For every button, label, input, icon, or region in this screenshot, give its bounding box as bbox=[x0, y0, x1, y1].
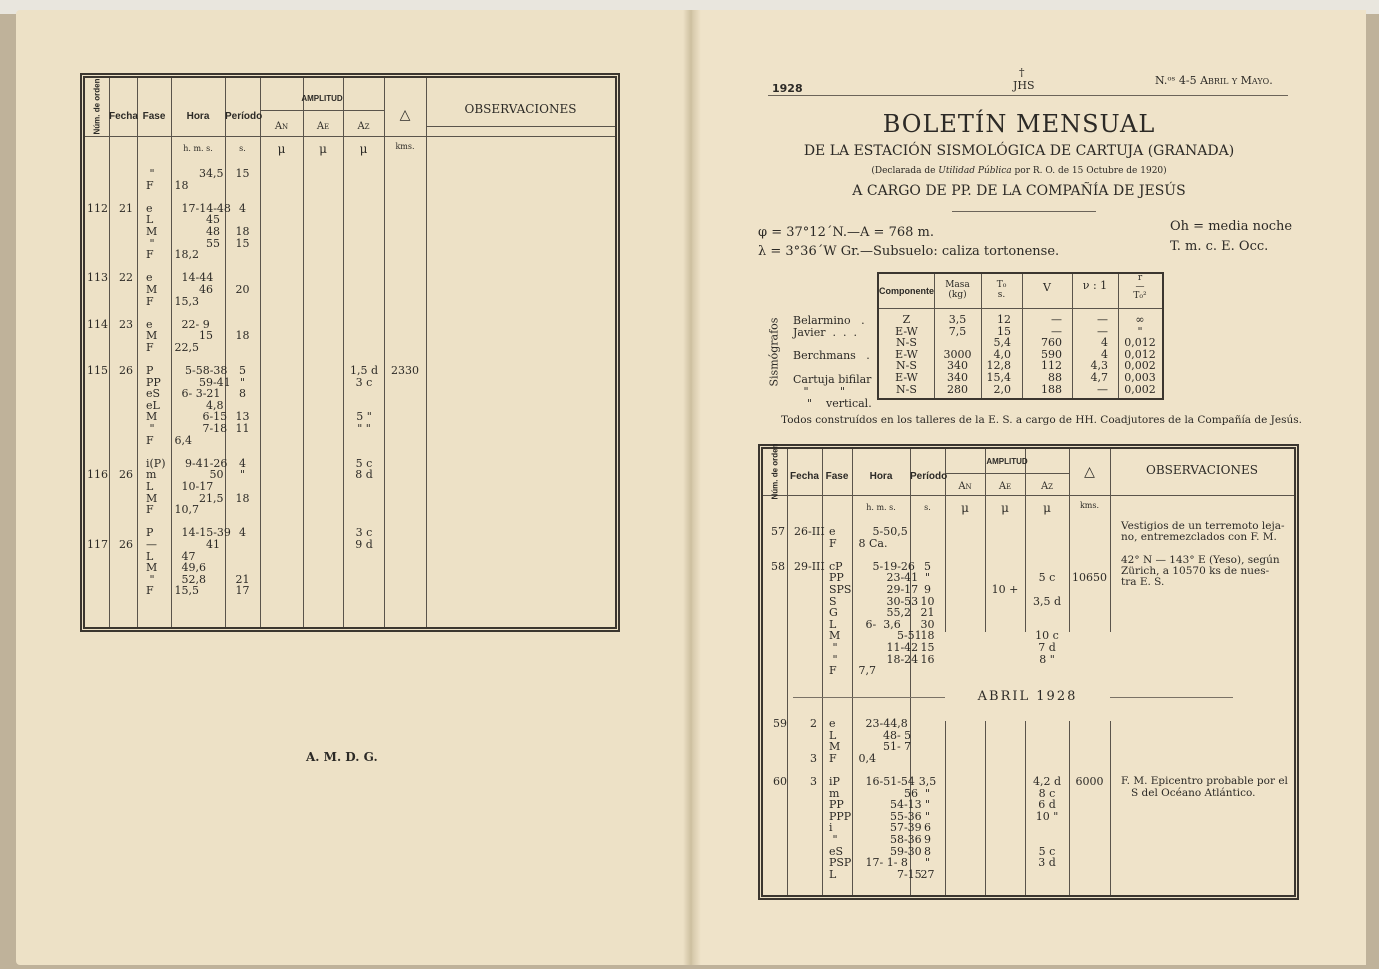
r-header-hora: Hora bbox=[869, 471, 893, 482]
b2-fecha: 2 3 3 bbox=[810, 717, 817, 788]
r-header-periodo: Período bbox=[910, 471, 948, 482]
decree-pre: (Declarada de bbox=[871, 166, 939, 176]
b2-fase: e L M F iP m PP PPP i " eS PSP L bbox=[829, 717, 852, 881]
b1-num: 57 58 bbox=[771, 525, 785, 573]
b1-periodo: 5 " 9 10 21 30 18 15 16 bbox=[920, 559, 935, 666]
instr-col-r: ∞ " 0,012 0,012 0,002 0,003 0,002 bbox=[1124, 313, 1156, 396]
instr-col-ratio: — — 4 4 4,3 4,7 — bbox=[1090, 313, 1108, 396]
r-header-fase: Fase bbox=[825, 471, 849, 482]
right-seismic-table bbox=[761, 443, 1296, 897]
b2-periodo: 3,5 " " " 6 9 8 " 27 bbox=[918, 774, 937, 881]
issue-number: N.ᵒˢ 4-5 Abril y Mayo. bbox=[1155, 74, 1273, 87]
header-periodo: Período bbox=[225, 111, 263, 122]
charge-line: A CARGO DE PP. DE LA COMPAÑÍA DE JESÚS bbox=[852, 183, 1186, 199]
instr-header-mass: Masa (kg) bbox=[945, 280, 970, 300]
unit-periodo: s. bbox=[239, 144, 246, 153]
bulletin-year: 1928 bbox=[772, 82, 803, 95]
instr-col-component: Z E-W N-S E-W N-S E-W N-S bbox=[895, 313, 918, 396]
r-header-ae: Ae bbox=[998, 481, 1012, 492]
amdg-motto: A. M. D. G. bbox=[306, 750, 378, 764]
r-header-num-orden: Núm. de orden bbox=[770, 443, 780, 500]
header-delta: △ bbox=[399, 106, 411, 122]
column-fase: " F e L M " F e M F e M F P PP eS eL M " F i(P) m L M F P — L M " F bbox=[146, 167, 166, 598]
b1-delta: 10650 bbox=[1072, 571, 1107, 585]
header-fecha: Fecha bbox=[109, 111, 138, 122]
construction-note: Todos construídos en los talleres de la E. S. a cargo de HH. Coadjutores de la Compañía de Jesús. bbox=[781, 414, 1302, 426]
header-an: An bbox=[274, 121, 289, 132]
left-seismic-table bbox=[83, 76, 617, 629]
masthead-rule bbox=[768, 95, 1288, 96]
cross-symbol: † bbox=[1019, 66, 1025, 79]
decree-note bbox=[760, 166, 1278, 176]
b2-delta: 6000 bbox=[1075, 774, 1104, 788]
b1-fase: e F cP PP SPS S G L M " " F bbox=[829, 525, 852, 678]
instrument-table bbox=[877, 272, 1164, 400]
header-observaciones: OBSERVACIONES bbox=[464, 102, 577, 116]
book-gutter bbox=[683, 10, 701, 965]
instr-col-mass: 3,5 7,5 3000 340 340 280 bbox=[943, 313, 972, 396]
header-fase: Fase bbox=[142, 111, 166, 122]
b2-az: 4,2 d 8 c 6 d 10 " 5 c 3 d bbox=[1032, 774, 1062, 870]
r-header-az: Az bbox=[1040, 481, 1054, 492]
instrument-names: Belarmino . Javier . . . Berchmans . Cartuja bifilar " " " vertical. bbox=[793, 314, 872, 410]
column-hora: 34,5 18 17-14-48 45 48 55 18,2 14-44 46 15,3 22- 9 15 22,5 5-58-38 59-41 6- 3-21 4,8 6-15 7-18 6,4 9-41-26 50 10-17 21,5 10,7 14-15-39 41 47 49,6 52,8 15,5 bbox=[174, 167, 231, 598]
r-unit-periodo: s. bbox=[924, 503, 931, 512]
header-az: Az bbox=[357, 121, 370, 132]
r-unit-az: μ bbox=[1043, 501, 1051, 515]
header-num-orden: Núm. de orden bbox=[92, 78, 102, 135]
column-fecha: 21 22 23 26 26 26 bbox=[119, 201, 133, 551]
bulletin-subtitle: DE LA ESTACIÓN SISMOLÓGICA DE CARTUJA (GRANADA) bbox=[803, 143, 1235, 159]
instr-header-ratio: ν : 1 bbox=[1082, 279, 1108, 292]
unit-ae: μ bbox=[319, 142, 327, 156]
column-num-orden: 112 113 114 115 116 117 bbox=[87, 201, 108, 551]
time-note-1: Oh = media noche bbox=[1170, 219, 1293, 234]
instr-col-period: 12 15 5,4 4,0 12,8 15,4 2,0 bbox=[986, 313, 1011, 396]
b2-observaciones: F. M. Epicentro probable por el S del Océano Atlántico. bbox=[1121, 774, 1288, 799]
unit-az: μ bbox=[359, 142, 368, 156]
b1-hora: 5-50,5 8 Ca. 5-19-26 23-41 29-17 30-53 55,2 6- 3,6 5-51 11-42 18-24 7,7 bbox=[858, 525, 922, 678]
column-periodo: 15 4 18 15 20 18 5 " 8 13 11 4 " 18 4 21 17 bbox=[235, 167, 250, 598]
r-header-delta: △ bbox=[1084, 463, 1095, 479]
header-ae: Ae bbox=[316, 121, 330, 132]
r-unit-hora: h. m. s. bbox=[866, 503, 896, 512]
column-az: 1,5 d 3 c 5 " " " 5 c 8 d 3 c 9 d bbox=[349, 364, 379, 551]
r-unit-ae: μ bbox=[1001, 501, 1009, 515]
r-header-amplitud: AMPLITUD bbox=[986, 457, 1028, 466]
month-heading: ABRIL 1928 bbox=[945, 689, 1110, 704]
b1-fecha: 26-III 29-III bbox=[794, 525, 825, 573]
jhs-monogram: JHS bbox=[1013, 79, 1035, 92]
b1-az: 5 c 3,5 d 10 c 7 d 8 " bbox=[1032, 571, 1062, 666]
b1-ae: 10 + bbox=[991, 582, 1019, 596]
decree-emphasis: Utilidad Pública bbox=[938, 166, 1012, 176]
b2-hora: 23-44,8 48- 5 51- 7 0,4 16-51-54 56 54-13 55-36 57-39 58-36 59-30 17- 1- 8 7-15 bbox=[858, 717, 922, 881]
seismographs-label: Sismógrafos bbox=[767, 317, 781, 387]
decree-post: por R. O. de 15 Octubre de 1920) bbox=[1011, 166, 1167, 176]
instr-header-component: Componente bbox=[879, 286, 934, 296]
coordinates-line-2: λ = 3°36´W Gr.—Subsuelo: caliza tortonense. bbox=[758, 244, 1060, 259]
bulletin-title: BOLETÍN MENSUAL bbox=[882, 110, 1156, 138]
unit-an: μ bbox=[277, 142, 286, 156]
header-amplitud: AMPLITUD bbox=[301, 94, 343, 103]
coordinates-line-1: φ = 37°12´N.—A = 768 m. bbox=[758, 225, 934, 240]
column-delta: 2330 bbox=[391, 364, 419, 378]
b1-observaciones: Vestigios de un terremoto leja- no, entremezclados con F. M. 42° N — 143° E (Yeso), según Zürich, a 10570 ks de nues- tra E. S. bbox=[1121, 520, 1285, 589]
unit-hora: h. m. s. bbox=[183, 144, 213, 153]
r-unit-delta: kms. bbox=[1079, 501, 1100, 510]
time-note-2: T. m. c. E. Occ. bbox=[1170, 239, 1269, 254]
b2-num: 59 60 bbox=[773, 717, 787, 788]
r-header-an: An bbox=[958, 481, 972, 492]
header-hora: Hora bbox=[186, 111, 210, 122]
r-header-fecha: Fecha bbox=[790, 471, 819, 482]
instr-header-period: T₀ s. bbox=[996, 280, 1007, 300]
title-rule bbox=[952, 211, 1096, 212]
unit-delta: kms. bbox=[395, 142, 415, 151]
r-unit-an: μ bbox=[961, 501, 969, 515]
instr-header-v: V bbox=[1043, 281, 1051, 294]
instr-header-r: r — T₀² bbox=[1133, 273, 1147, 301]
instr-col-v: — — 760 590 112 88 188 bbox=[1041, 313, 1062, 396]
r-header-observaciones: OBSERVACIONES bbox=[1145, 463, 1258, 477]
